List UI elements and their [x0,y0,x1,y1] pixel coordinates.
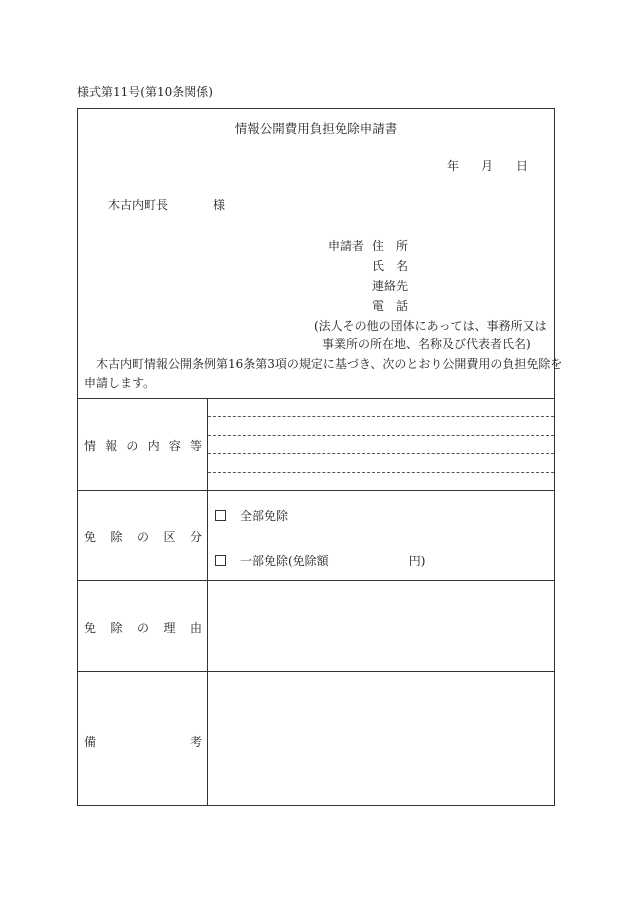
exemption-reason-field[interactable] [209,582,554,669]
form-number: 様式第11号(第10条関係) [77,85,213,99]
info-write-line[interactable] [208,472,554,473]
info-content-label: 情 報 の 内 容 等 [84,439,202,453]
checkbox-icon[interactable] [215,555,226,566]
table-divider [78,671,554,672]
applicant-contact-label: 連絡先 [372,279,409,293]
applicant-note-line1: (法人その他の団体にあっては、事務所又は [314,319,547,333]
application-form [77,108,563,806]
info-write-line[interactable] [208,416,554,417]
body-text-line1: 木古内町情報公開条例第16条第3項の規定に基づき、次のとおり公開費用の負担免除を [96,357,563,371]
full-exemption-option[interactable]: 全部免除 [215,507,288,524]
remarks-field[interactable] [209,673,554,805]
addressee-name: 木古内町長 [108,198,169,212]
exemption-reason-label: 免 除 の 理 由 [84,621,202,635]
date-day: 日 [516,159,529,173]
partial-exemption-option[interactable]: 一部免除(免除額 円) [215,552,425,569]
info-write-line[interactable] [208,435,554,436]
addressee-honorific: 様 [213,198,226,212]
applicant-label: 申請者 [328,239,365,253]
applicant-name-label: 氏 名 [372,259,409,273]
remarks-label: 備 考 [84,735,202,749]
table-divider [78,490,554,491]
form-title: 情報公開費用負担免除申請書 [234,121,398,136]
date-month: 月 [481,159,494,173]
body-text-line2: 申請します。 [84,376,156,390]
table-column-divider [207,398,208,806]
table-divider [78,398,554,399]
checkbox-icon[interactable] [215,510,226,521]
applicant-address-label: 住 所 [372,239,409,253]
table-divider [78,580,554,581]
applicant-phone-label: 電 話 [372,299,409,313]
applicant-note-line2: 事業所の所在地、名称及び代表者氏名) [322,337,531,351]
date-year: 年 [447,159,460,173]
exemption-type-label: 免 除 の 区 分 [84,530,202,544]
info-write-line[interactable] [208,453,554,454]
